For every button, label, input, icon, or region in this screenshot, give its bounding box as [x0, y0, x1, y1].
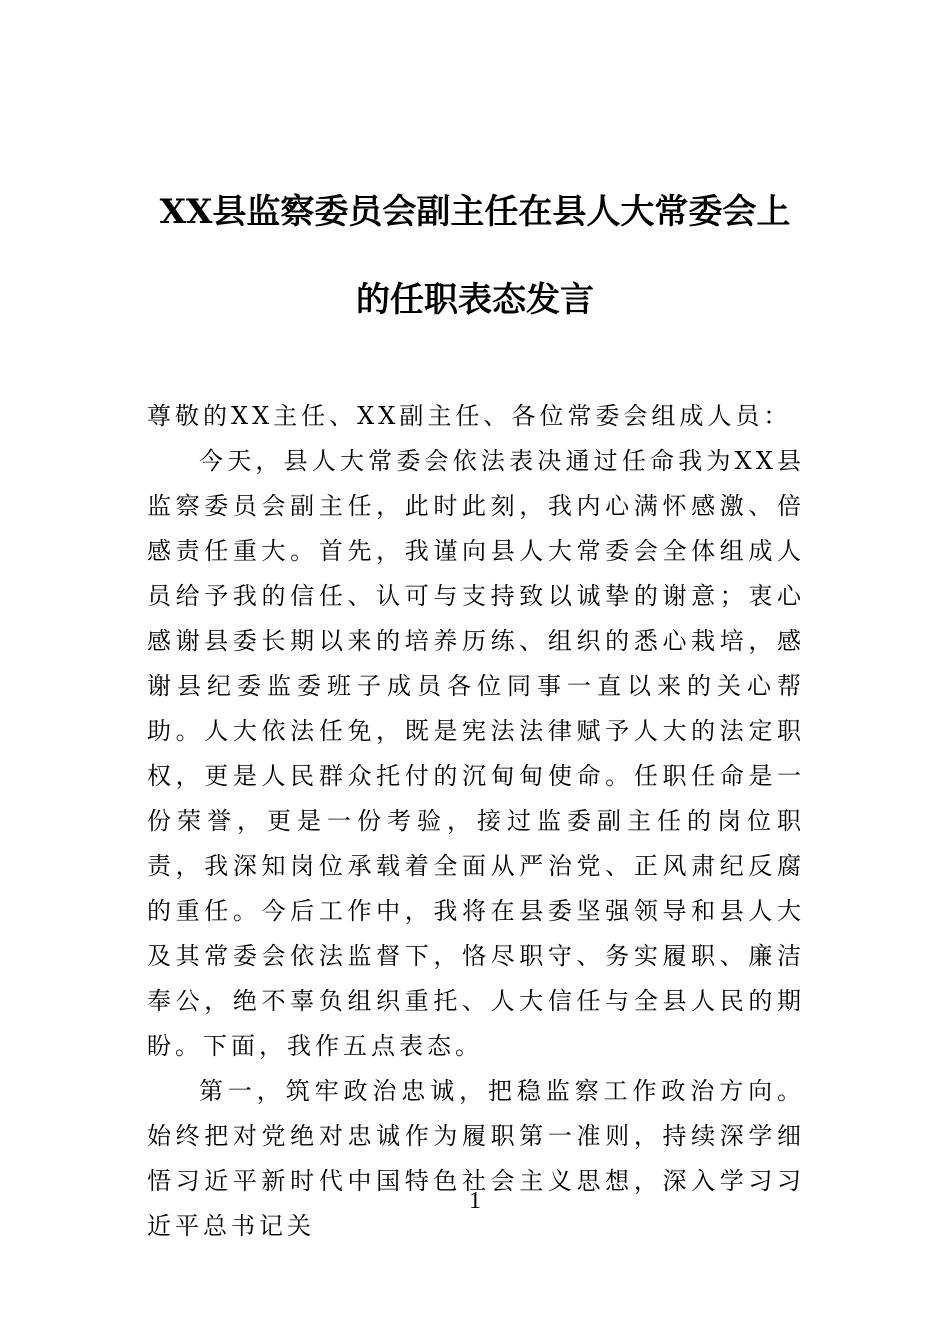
document-body [147, 394, 805, 1249]
page-number: 1 [469, 1188, 481, 1214]
salutation: 尊敬的XX主任、XX副主任、各位常委会组成人员： [147, 402, 792, 430]
document-title [120, 168, 830, 344]
title-line-1: XX县监察委员会副主任在县人大常委会上 [159, 192, 791, 232]
paragraph-2: 第一，筑牢政治忠诚，把稳监察工作政治方向。始终把对党绝对忠诚作为履职第一准则，持续深学细悟习近平新时代中国特色社会主义思想，深入学习习近平总书记关 [147, 1077, 805, 1240]
paragraph-1: 今天，县人大常委会依法表决通过任命我为XX县监察委员会副主任，此时此刻，我内心满怀感激、倍感责任重大。首先，我谨向县人大常委会全体组成人员给予我的信任、认可与支持致以诚挚的谢意；衷心感谢县委长期以来的培养历练、组织的悉心栽培，感谢县纪委监委班子成员各位同事一直以来的关心帮助。人大依法任免，既是宪法法律赋予人大的法定职权，更是人民群众托付的沉甸甸使命。任职任命是一份荣誉，更是一份考验，接过监委副主任的岗位职责，我深知岗位承载着全面从严治党、正风肃纪反腐的重任。今后工作中，我将在县委坚强领导和县人大及其常委会依法监督下，恪尽职守、务实履职、廉洁奉公，绝不辜负组织重托、人大信任与全县人民的期盼。下面，我作五点表态。 [147, 447, 805, 1060]
title-line-2: 的任职表态发言 [356, 280, 594, 320]
